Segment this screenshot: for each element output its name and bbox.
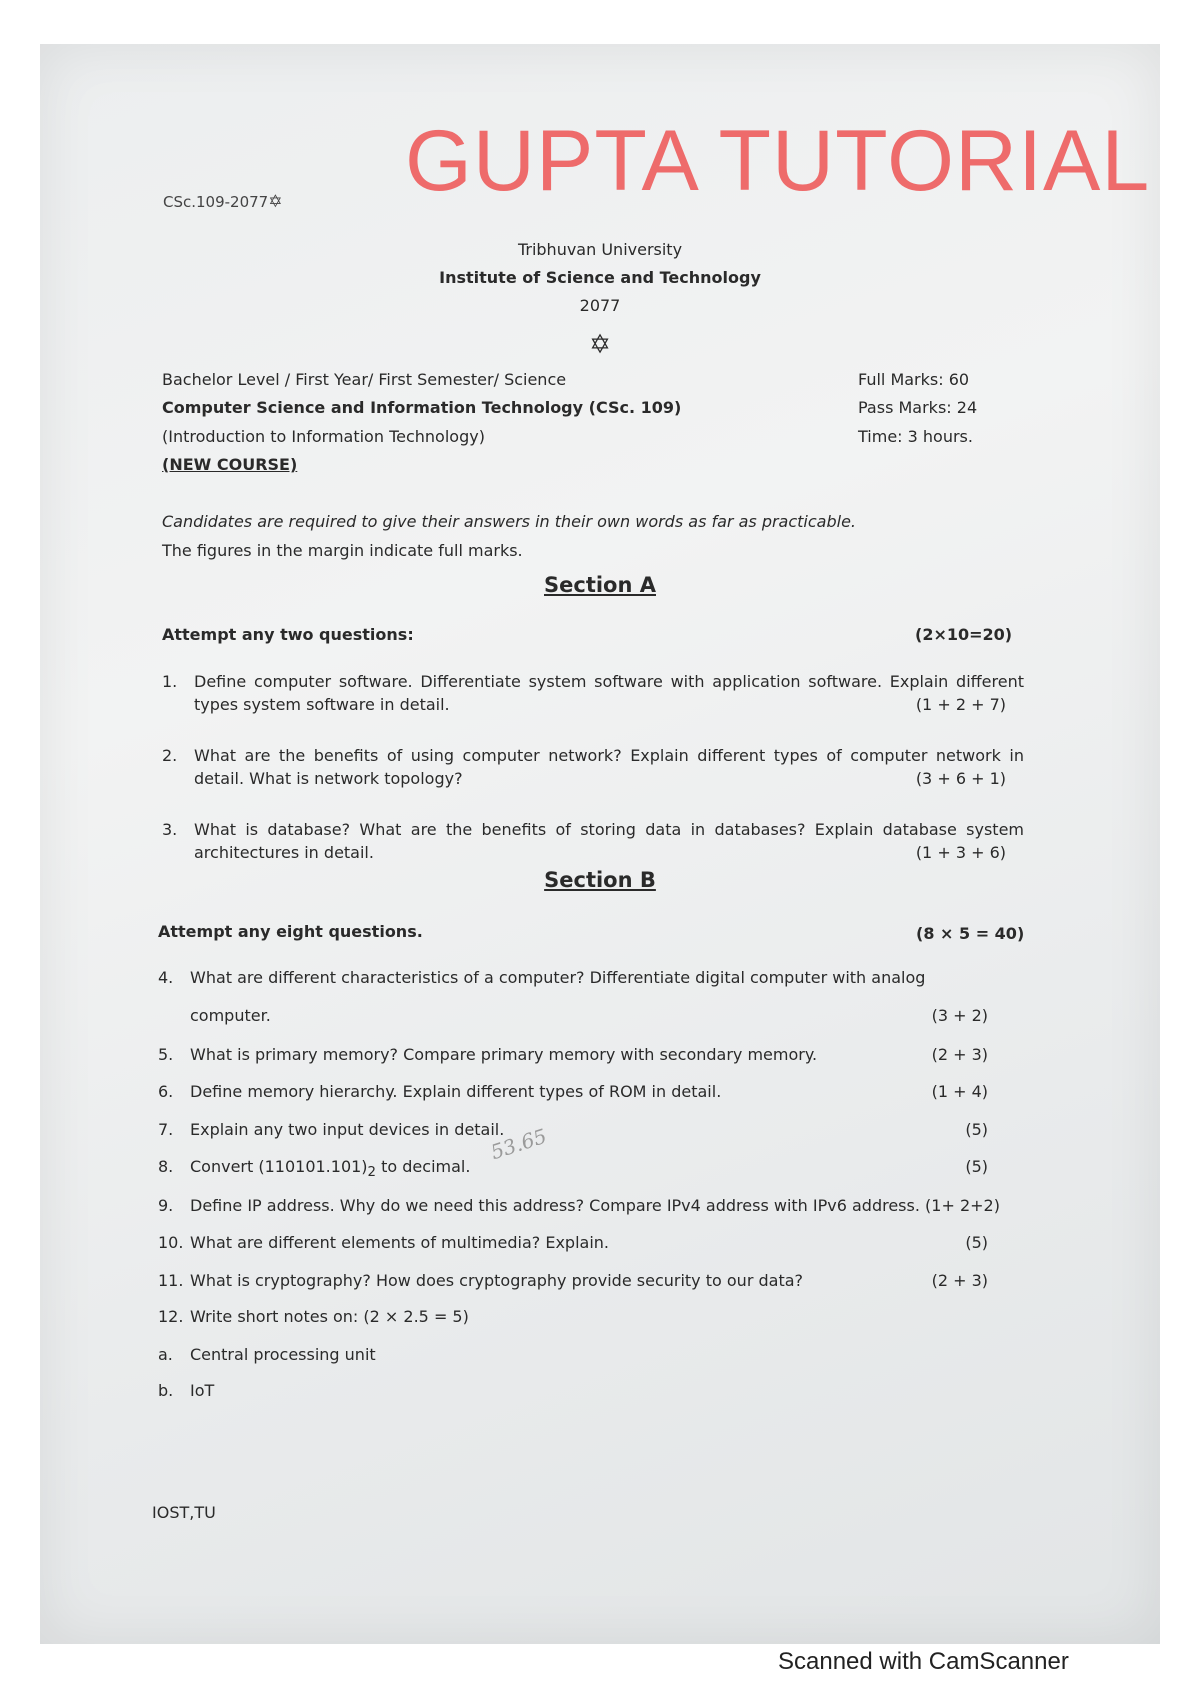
question-marks: (3 + 6 + 1) bbox=[915, 769, 1006, 788]
section-b-heading: Section B bbox=[544, 868, 656, 892]
course-title: Computer Science and Information Technology (CSc. 109) bbox=[162, 398, 682, 417]
section-a-heading: Section A bbox=[544, 573, 656, 597]
question-marks: (2 + 3) bbox=[931, 1271, 988, 1290]
question-12-part-a bbox=[158, 1345, 988, 1364]
exam-year: 2077 bbox=[579, 296, 621, 315]
section-b-marks: (8 × 5 = 40) bbox=[916, 924, 1025, 943]
question-marks: (5) bbox=[965, 1120, 988, 1139]
question-text: What is database? What are the benefits of storing data in databases? Explain database system architectures in detail. bbox=[194, 820, 1024, 862]
section-a-instruction: Attempt any two questions: bbox=[162, 625, 414, 644]
question-10 bbox=[158, 1233, 988, 1252]
base-subscript: 2 bbox=[367, 1165, 377, 1181]
question-number: 1. bbox=[162, 672, 178, 691]
question-9 bbox=[158, 1196, 1018, 1215]
question-number: 4. bbox=[158, 968, 174, 987]
pencil-annotation: 53.65 bbox=[487, 1123, 550, 1165]
question-11 bbox=[158, 1271, 988, 1290]
question-number: 12. bbox=[158, 1307, 184, 1326]
part-text: IoT bbox=[190, 1381, 215, 1400]
question-number: 7. bbox=[158, 1120, 174, 1139]
question-text bbox=[190, 1157, 988, 1180]
question-text: What is cryptography? How does cryptography provide security to our data? bbox=[190, 1271, 804, 1290]
question-4-continued bbox=[158, 1006, 988, 1025]
question-text: Define IP address. Why do we need this address? Compare IPv4 address with IPv6 address. (1+ 2+2) bbox=[190, 1196, 1000, 1215]
question-marks: (1 + 4) bbox=[931, 1082, 988, 1101]
question-text: What is primary memory? Compare primary memory with secondary memory. bbox=[190, 1045, 818, 1064]
instruction-line-1: Candidates are required to give their answers in their own words as far as practicable. bbox=[162, 512, 856, 531]
question-number: 11. bbox=[158, 1271, 184, 1290]
section-b-instruction: Attempt any eight questions. bbox=[158, 922, 423, 941]
question-marks: (5) bbox=[965, 1233, 988, 1252]
university-name: Tribhuvan University bbox=[517, 240, 683, 259]
question-marks: (1 + 2 + 7) bbox=[915, 695, 1006, 714]
question-number: 2. bbox=[162, 746, 178, 765]
question-marks: (5) bbox=[965, 1157, 988, 1176]
question-number: 3. bbox=[162, 820, 178, 839]
question-text: What are the benefits of using computer network? Explain different types of computer network in detail. What is network topology? bbox=[194, 746, 1024, 788]
question-3 bbox=[162, 818, 1024, 864]
watermark: GUPTA TUTORIAL bbox=[405, 113, 1151, 209]
question-text-continued: computer. bbox=[190, 1006, 271, 1025]
question-text: Define computer software. Differentiate system software with application software. Explain different types system software in detail. bbox=[194, 672, 1024, 714]
question-1 bbox=[162, 670, 1024, 716]
part-label: a. bbox=[158, 1345, 173, 1364]
question-number: 5. bbox=[158, 1045, 174, 1064]
question-number: 8. bbox=[158, 1157, 174, 1176]
question-marks: (3 + 2) bbox=[931, 1006, 988, 1025]
pass-marks: Pass Marks: 24 bbox=[858, 398, 978, 417]
star-icon: ✡ bbox=[268, 192, 283, 212]
question-6 bbox=[158, 1082, 988, 1101]
full-marks: Full Marks: 60 bbox=[858, 370, 970, 389]
question-text: What are different elements of multimedia? Explain. bbox=[190, 1233, 609, 1252]
question-12 bbox=[158, 1307, 988, 1326]
time-allowed: Time: 3 hours. bbox=[858, 427, 973, 446]
question-text: Write short notes on: (2 × 2.5 = 5) bbox=[190, 1307, 469, 1326]
new-course-label: (NEW COURSE) bbox=[162, 455, 298, 474]
level-line: Bachelor Level / First Year/ First Semester/ Science bbox=[162, 370, 567, 389]
question-4 bbox=[158, 968, 1020, 987]
footer-code: IOST,TU bbox=[152, 1503, 216, 1522]
paper-code bbox=[163, 192, 282, 212]
question-number: 10. bbox=[158, 1233, 184, 1252]
part-text: Central processing unit bbox=[190, 1345, 376, 1364]
question-marks: (1 + 3 + 6) bbox=[915, 843, 1006, 862]
question-text-main: Convert (110101.101) bbox=[190, 1157, 368, 1176]
question-text-tail: to decimal. bbox=[376, 1157, 471, 1176]
part-label: b. bbox=[158, 1381, 174, 1400]
question-text: What are different characteristics of a computer? Differentiate digital computer with analog bbox=[190, 968, 926, 987]
scanner-footer: Scanned with CamScanner bbox=[778, 1648, 1069, 1675]
section-a-marks: (2×10=20) bbox=[915, 625, 1013, 644]
question-number: 6. bbox=[158, 1082, 174, 1101]
question-5 bbox=[158, 1045, 988, 1064]
question-7 bbox=[158, 1120, 988, 1139]
instruction-line-2: The figures in the margin indicate full marks. bbox=[162, 541, 523, 560]
question-text: Define memory hierarchy. Explain different types of ROM in detail. bbox=[190, 1082, 722, 1101]
question-2 bbox=[162, 744, 1024, 790]
question-12-part-b bbox=[158, 1381, 988, 1400]
star-of-david-icon: ✡ bbox=[589, 330, 611, 360]
question-8 bbox=[158, 1157, 988, 1180]
institute-name: Institute of Science and Technology bbox=[439, 268, 761, 287]
paper-code-text: CSc.109-2077 bbox=[163, 193, 269, 211]
question-number: 9. bbox=[158, 1196, 174, 1215]
question-marks: (2 + 3) bbox=[931, 1045, 988, 1064]
question-text: Explain any two input devices in detail. bbox=[190, 1120, 505, 1139]
subject-title: (Introduction to Information Technology) bbox=[162, 427, 485, 446]
